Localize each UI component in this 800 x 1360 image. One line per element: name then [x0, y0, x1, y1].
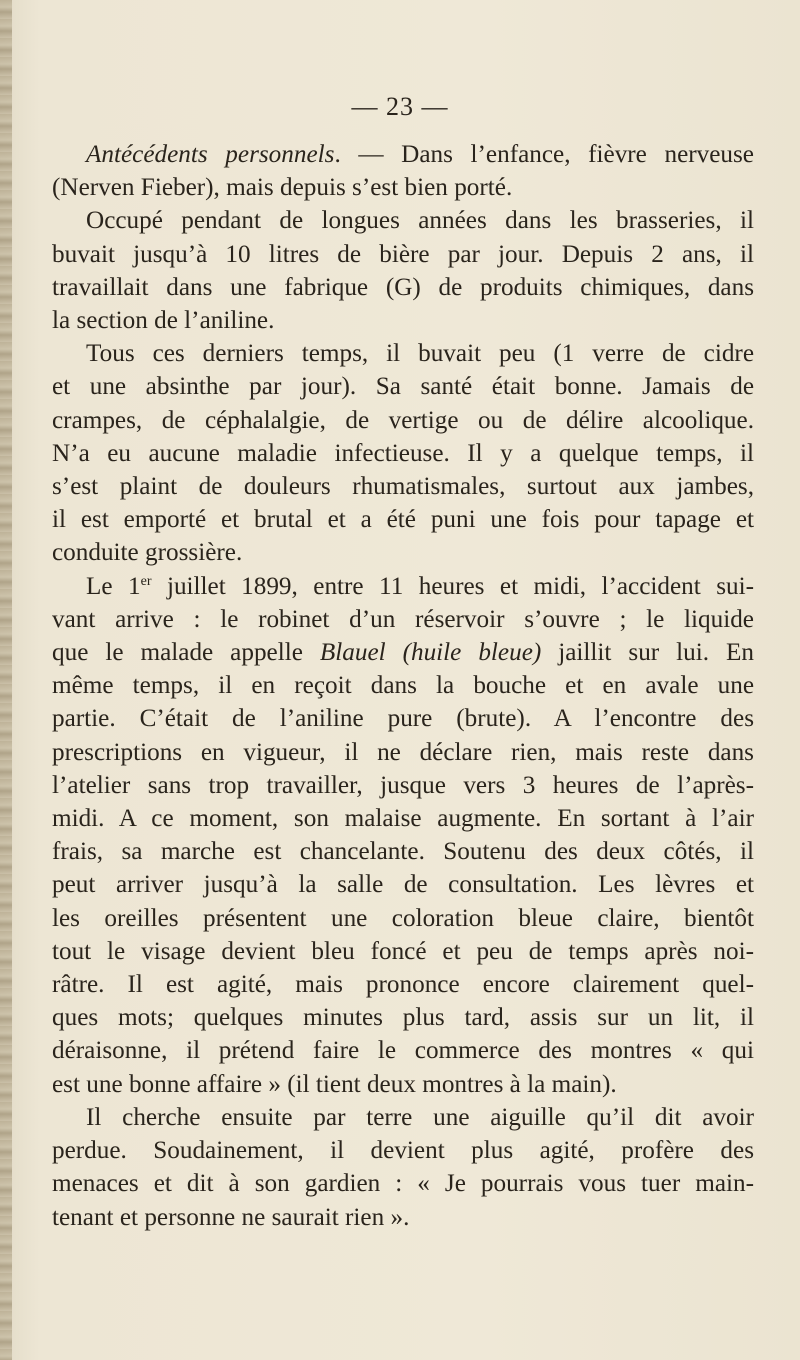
text-line: frais, sa marche est chancelante. Soutenu des deux côtés, il: [52, 838, 754, 866]
text-line: même temps, il en reçoit dans la bouche et en avale une: [52, 672, 754, 700]
text-line: peut arriver jusqu’à la salle de consultation. Les lèvres et: [52, 871, 754, 899]
text-line: et une absinthe par jour). Sa santé était bonne. Jamais de: [52, 373, 754, 401]
section-heading: Antécédents personnels: [86, 141, 335, 168]
text-line: tout le visage devient bleu foncé et peu de temps après noi-: [52, 937, 754, 965]
text-line: midi. A ce moment, son malaise augmente. En sortant à l’air: [52, 805, 754, 833]
italic-term: Blauel (huile bleue): [319, 639, 542, 667]
text-line: (Nerven Fieber), mais depuis s’est bien porté.: [52, 174, 513, 202]
text-line: l’atelier sans trop travailler, jusque vers 3 heures de l’après-: [52, 771, 754, 799]
text-line: est une bonne affaire » (il tient deux montres à la main).: [52, 1070, 617, 1098]
text-line: tenant et personne ne saurait rien ».: [52, 1203, 410, 1231]
text-line: râtre. Il est agité, mais prononce encore clairement quel-: [52, 971, 754, 999]
text-line: Occupé pendant de longues années dans les brasseries, il: [86, 207, 754, 235]
text-line: buvait jusqu’à 10 litres de bière par jour. Depuis 2 ans, il: [52, 240, 754, 268]
text-line: s’est plaint de douleurs rhumatismales, surtout aux jambes,: [52, 473, 754, 501]
text-line: menaces et dit à son gardien : « Je pourrais vous tuer main-: [52, 1170, 754, 1198]
page-number: — 23 —: [351, 92, 449, 121]
text-line: la section de l’aniline.: [52, 307, 275, 335]
text-line: crampes, de céphalalgie, de vertige ou de délire alcoolique.: [52, 406, 754, 434]
text-line: déraisonne, il prétend faire le commerce des montres « qui: [52, 1037, 754, 1065]
text-line: perdue. Soudainement, il devient plus agité, profère des: [52, 1137, 754, 1165]
text-line: prescriptions en vigueur, il ne déclare rien, mais reste dans: [52, 738, 754, 766]
text-line: Le 1er juillet 1899, entre 11 heures et midi, l’accident sui-: [86, 572, 754, 600]
text-line: Antécédents personnels. — Dans l’enfance, fièvre nerveuse: [86, 141, 754, 168]
text-line: les oreilles présentent une coloration bleue claire, bientôt: [52, 904, 754, 932]
text-line: il est emporté et brutal et a été puni une fois pour tapage et: [52, 506, 754, 534]
text-line: N’a eu aucune maladie infectieuse. Il y a quelque temps, il: [52, 439, 754, 467]
text-line: Il cherche ensuite par terre une aiguille qu’il dit avoir: [86, 1103, 754, 1131]
text-line: ques mots; quelques minutes plus tard, assis sur un lit, il: [52, 1004, 754, 1032]
text-line: que le malade appelle Blauel (huile bleue) jaillit sur lui. En: [52, 639, 754, 667]
text-line: vant arrive : le robinet d’un réservoir s’ouvre ; le liquide: [52, 605, 754, 633]
text-line: Tous ces derniers temps, il buvait peu (1 verre de cidre: [86, 340, 754, 368]
text-line: partie. C’était de l’aniline pure (brute). A l’encontre des: [52, 705, 754, 733]
body-text: [52, 138, 754, 1234]
text-line: travaillait dans une fabrique (G) de produits chimiques, dans: [52, 273, 754, 301]
book-spine-edge: [0, 0, 12, 1360]
text-line: conduite grossière.: [52, 539, 243, 567]
